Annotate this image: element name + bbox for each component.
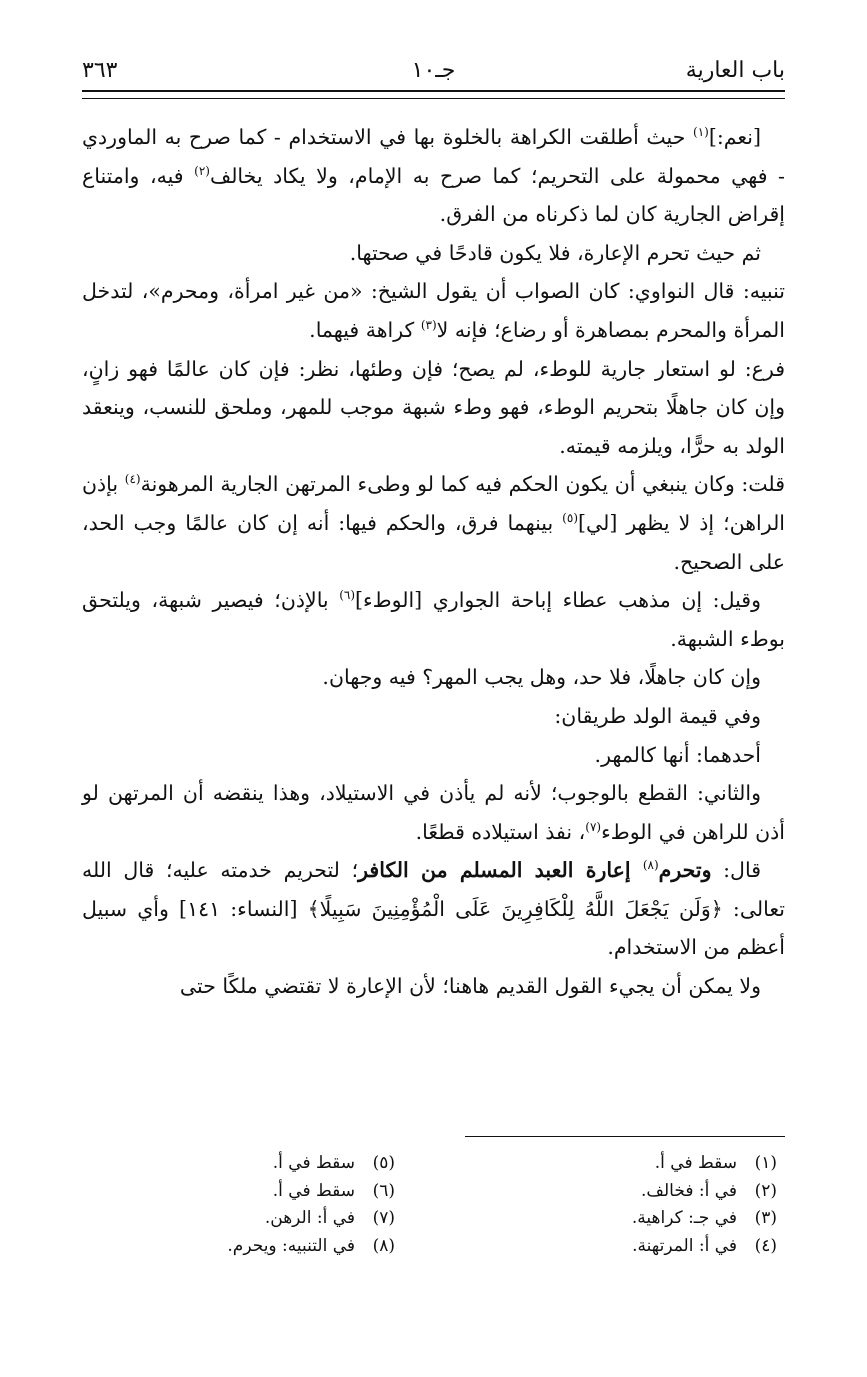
chapter-title: باب العارية — [685, 58, 785, 83]
text-span: بينهما فرق، والحكم فيها: أنه إن كان عالمًا وجب الحد، على الصحيح. — [82, 510, 785, 574]
footnote-number: (٧) — [372, 1208, 395, 1228]
text-span: بإذن الراهن؛ إذ لا يظهر [لي] — [82, 472, 786, 535]
paragraph — [82, 774, 785, 851]
text-span: بالإذن؛ فيصير شبهة، ويلتحق بوطء الشبهة. — [82, 588, 785, 651]
paragraph: وفي قيمة الولد طريقان: — [554, 703, 761, 728]
text-span: تنبيه: قال النواوي: كان الصواب أن يقول الشيخ: «من غير امرأة، ومحرم»، لتدخل المرأة والمحرم بمصاهرة أو رضاع؛ فإنه لا — [82, 279, 785, 342]
footnote-text: في أ: الرهن. — [264, 1208, 355, 1228]
text-span: قلت: وكان ينبغي أن يكون الحكم فيه كما لو وطىء المرتهن الجارية المرهونة — [140, 472, 785, 497]
paragraph — [82, 272, 785, 349]
footnote-text: سقط في أ. — [272, 1180, 355, 1201]
footnote-text: سقط في أ. — [654, 1153, 737, 1173]
text-span: ؛ لتحريم خدمته عليه؛ قال الله تعالى: ﴿وَلَن يَجْعَلَ اللَّهُ لِلْكَافِرِينَ عَلَى الْمُؤْمِنِينَ سَبِيلًا﴾ [النساء: ١٤١] وأي سبيل أعظم من الاستخدام. — [82, 858, 786, 960]
text-span: قال: — [711, 858, 761, 883]
footnote-item — [447, 1150, 777, 1178]
footnote-item — [447, 1178, 777, 1206]
paragraph: أحدهما: أنها كالمهر. — [594, 742, 761, 767]
text-span: [نعم:] — [708, 125, 761, 149]
main-text — [82, 118, 785, 1006]
text-span: فيه، وامتناع إقراض الجارية كان لما ذكرناه من الفرق. — [82, 163, 785, 227]
footnote-item — [65, 1178, 395, 1206]
footnote-marker: (٧) — [585, 819, 602, 834]
footnote-marker: (٥) — [562, 511, 578, 526]
paragraph — [82, 118, 785, 234]
footnote-text: في أ: المرتهنة. — [632, 1235, 737, 1256]
header-rule — [82, 90, 785, 99]
footnote-text: في التنبيه: ويحرم. — [227, 1235, 355, 1256]
paragraph: ولا يمكن أن يجيء القول القديم هاهنا؛ لأن الإعارة لا تقتضي ملكًا حتى — [179, 974, 761, 999]
footnote-marker: (١) — [693, 125, 709, 140]
paragraph: فرع: لو استعار جارية للوطء، لم يصح؛ فإن وطئها، نظر: فإن كان عالمًا فهو زانٍ، وإن كان جاهلًا بتحريم الوطء، فهو وطء شبهة موجب للمهر، وملحق للنسب، وينعقد الولد به حرًّا، ويلزمه قيمته. — [82, 356, 785, 458]
footnote-number: (٨) — [372, 1235, 395, 1256]
footnote-marker: (٨) — [642, 858, 659, 873]
bold-text: وتحرم — [658, 858, 712, 883]
footnote-rule — [465, 1136, 785, 1137]
volume-label: جـ١٠ — [411, 58, 456, 83]
text-span: والثاني: القطع بالوجوب؛ لأنه لم يأذن في الاستيلاد، وهذا ينقضه أن المرتهن لو أذن للراهن في الوطء — [82, 781, 785, 844]
page-number: ٣٦٣ — [82, 58, 118, 83]
footnote-text: في جـ: كراهية. — [631, 1208, 737, 1228]
footnote-number: (٤) — [754, 1235, 777, 1256]
text-span: ، نفذ استيلاده قطعًا. — [415, 819, 586, 844]
footnote-number: (١) — [754, 1153, 777, 1173]
footnote-marker: (٤) — [124, 472, 141, 487]
bold-text: إعارة العبد المسلم من الكافر — [358, 858, 643, 883]
footnote-item — [447, 1233, 777, 1261]
text-span: حيث أطلقت الكراهة بالخلوة بها في الاستخدام - كما صرح به الماوردي - فهي محمولة على التحريم؛ كما صرح به الإمام، ولا يكاد يخالف — [82, 125, 785, 188]
paragraph — [82, 581, 785, 658]
footnote-marker: (٢) — [194, 163, 210, 178]
footnote-text: سقط في أ. — [272, 1153, 355, 1173]
footnote-marker: (٣) — [420, 318, 437, 333]
footnote-column — [447, 1150, 777, 1260]
footnote-number: (٥) — [372, 1153, 395, 1173]
footnote-number: (٢) — [754, 1180, 777, 1201]
paragraph: وإن كان جاهلًا، فلا حد، وهل يجب المهر؟ فيه وجهان. — [322, 665, 761, 690]
footnote-number: (٣) — [754, 1208, 777, 1228]
footnote-item — [65, 1205, 395, 1233]
footnote-item — [65, 1150, 395, 1178]
text-span: وقيل: إن مذهب عطاء إباحة الجواري [الوطء] — [355, 588, 761, 613]
footnote-column — [65, 1150, 395, 1260]
footnote-marker: (٦) — [339, 588, 356, 603]
paragraph — [82, 465, 785, 581]
running-head — [82, 54, 785, 94]
footnote-number: (٦) — [372, 1180, 395, 1201]
footnote-text: في أ: فخالف. — [640, 1180, 737, 1201]
footnote-item — [65, 1233, 395, 1261]
paragraph: ثم حيث تحرم الإعارة، فلا يكون قادحًا في صحتها. — [349, 240, 761, 265]
text-span: كراهة فيهما. — [309, 317, 421, 342]
footnote-item — [447, 1205, 777, 1233]
paragraph — [82, 851, 785, 967]
